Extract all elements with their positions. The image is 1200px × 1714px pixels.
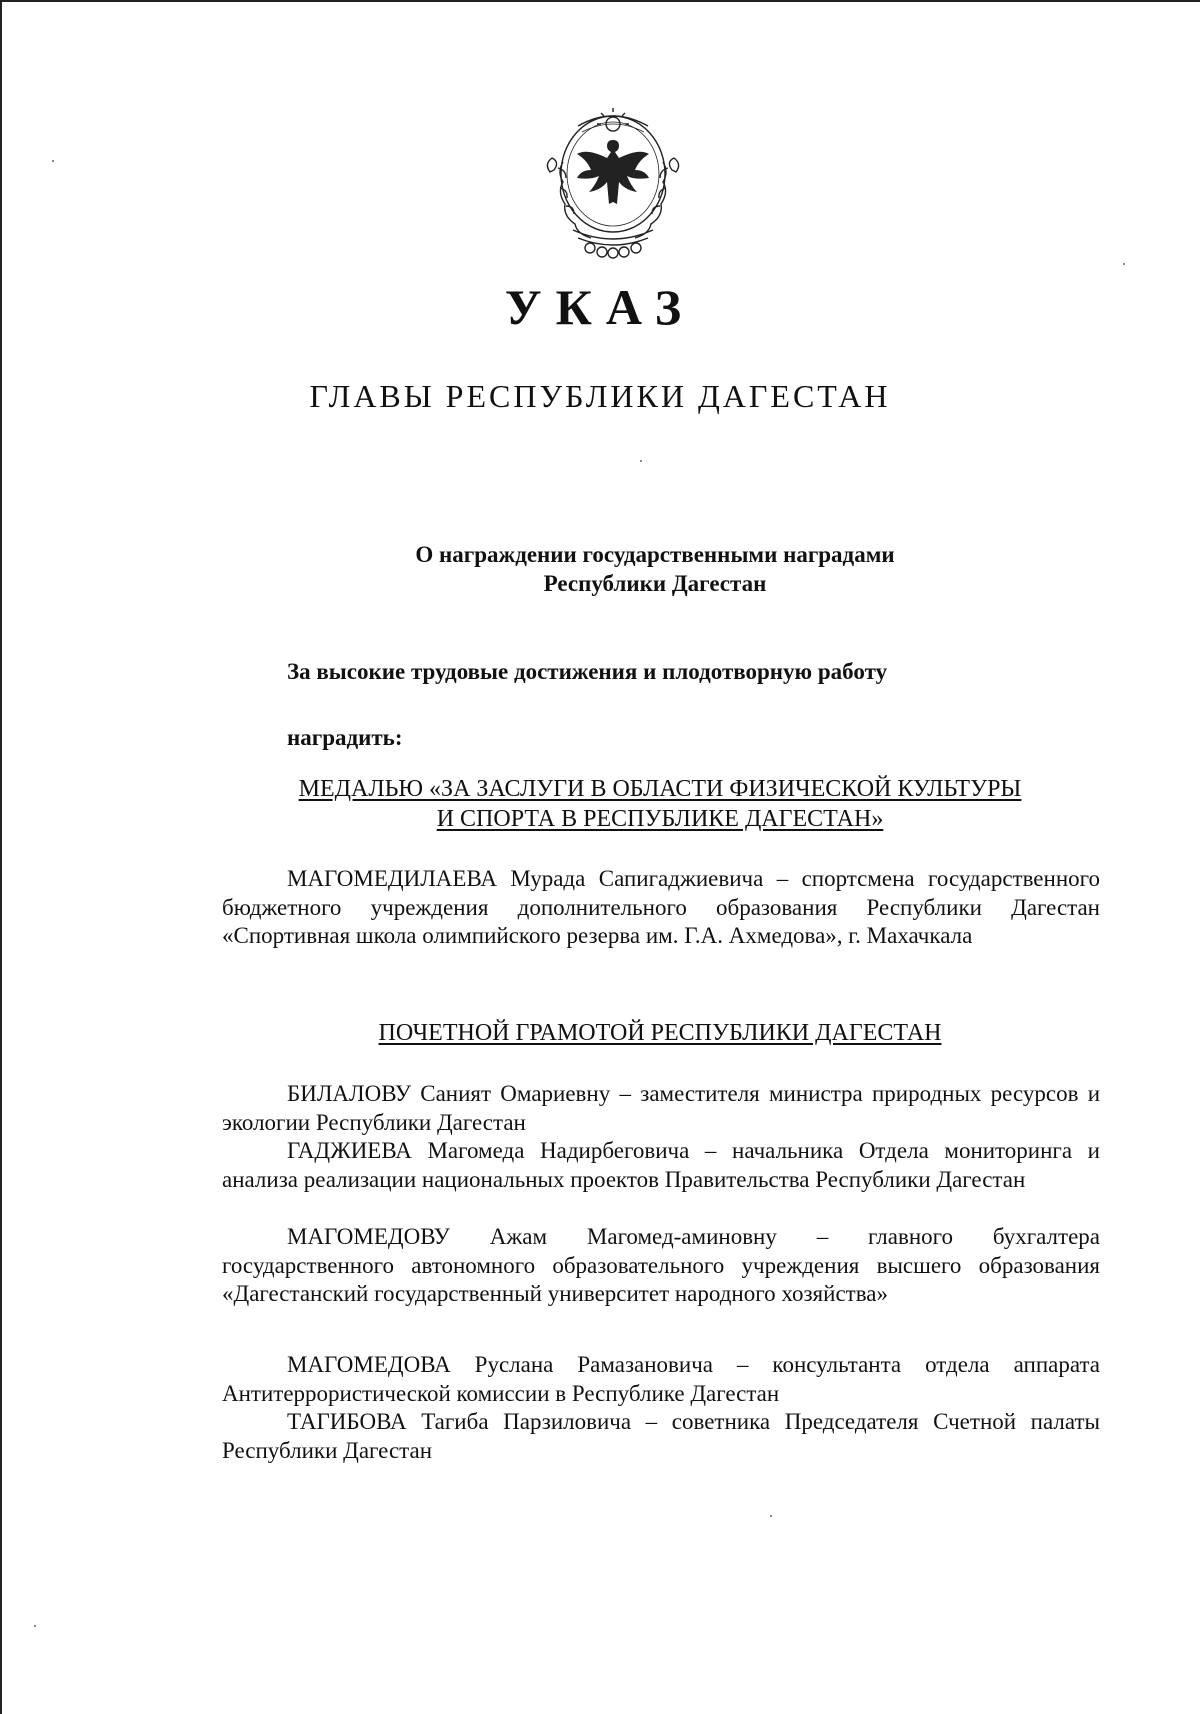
award-entry: БИЛАЛОВУ Саният Омариевну – заместителя министра природных ресурсов и экологии Республики Дагестан (222, 1081, 1100, 1135)
decree-subject (0, 540, 1200, 598)
award-heading-medal-line-2: И СПОРТА В РЕСПУБЛИКЕ ДАГЕСТАН» (436, 806, 884, 832)
scan-border-left (0, 0, 2, 1714)
award-entry: ГАДЖИЕВА Магомеда Надирбеговича – начальника Отдела мониторинга и анализа реализации национальных проектов Правительства Республики Дагестан (222, 1138, 1100, 1192)
decree-subject-line-1: О награждении государственными наградами (415, 542, 895, 567)
decree-preamble: За высокие трудовые достижения и плодотворную работу (287, 659, 888, 684)
scan-speck (1123, 263, 1125, 265)
scan-speck (52, 160, 54, 162)
decree-subject-line-2: Республики Дагестан (543, 571, 767, 596)
award-heading-medal (220, 774, 1100, 834)
document-title: УКАЗ (504, 279, 696, 335)
coat-of-arms-icon (538, 102, 688, 262)
scan-speck (770, 1515, 772, 1517)
award-heading-medal-line-1: МЕДАЛЬЮ «ЗА ЗАСЛУГИ В ОБЛАСТИ ФИЗИЧЕСКОЙ КУЛЬТУРЫ (298, 776, 1022, 802)
award-verb: наградить: (287, 725, 403, 750)
scan-speck (640, 460, 642, 462)
document-subtitle: ГЛАВЫ РЕСПУБЛИКИ ДАГЕСТАН (309, 378, 891, 414)
award-entry: МАГОМЕДОВУ Ажам Магомед-аминовну – главного бухгалтера государственного автономного образовательного учреждения высшего образования «Дагестанский государственный университет народного хозяйства» (222, 1224, 1100, 1306)
award-entry: МАГОМЕДИЛАЕВА Мурада Сапигаджиевича – спортсмена государственного бюджетного учреждения дополнительного образования Республики Дагестан «Спортивная школа олимпийского резерва им. Г.А. Ахмедова», г. Махачкала (222, 866, 1100, 948)
award-heading-certificate (220, 1018, 1100, 1048)
scan-speck (34, 1625, 36, 1627)
award-entry: ТАГИБОВА Тагиба Парзиловича – советника Председателя Счетной палаты Республики Дагестан (222, 1409, 1100, 1463)
scan-border-top (0, 0, 1200, 2)
award-entry: МАГОМЕДОВА Руслана Рамазановича – консультанта отдела аппарата Антитеррористической комиссии в Республике Дагестан (222, 1352, 1100, 1406)
award-heading-certificate-line-1: ПОЧЕТНОЙ ГРАМОТОЙ РЕСПУБЛИКИ ДАГЕСТАН (378, 1020, 942, 1046)
